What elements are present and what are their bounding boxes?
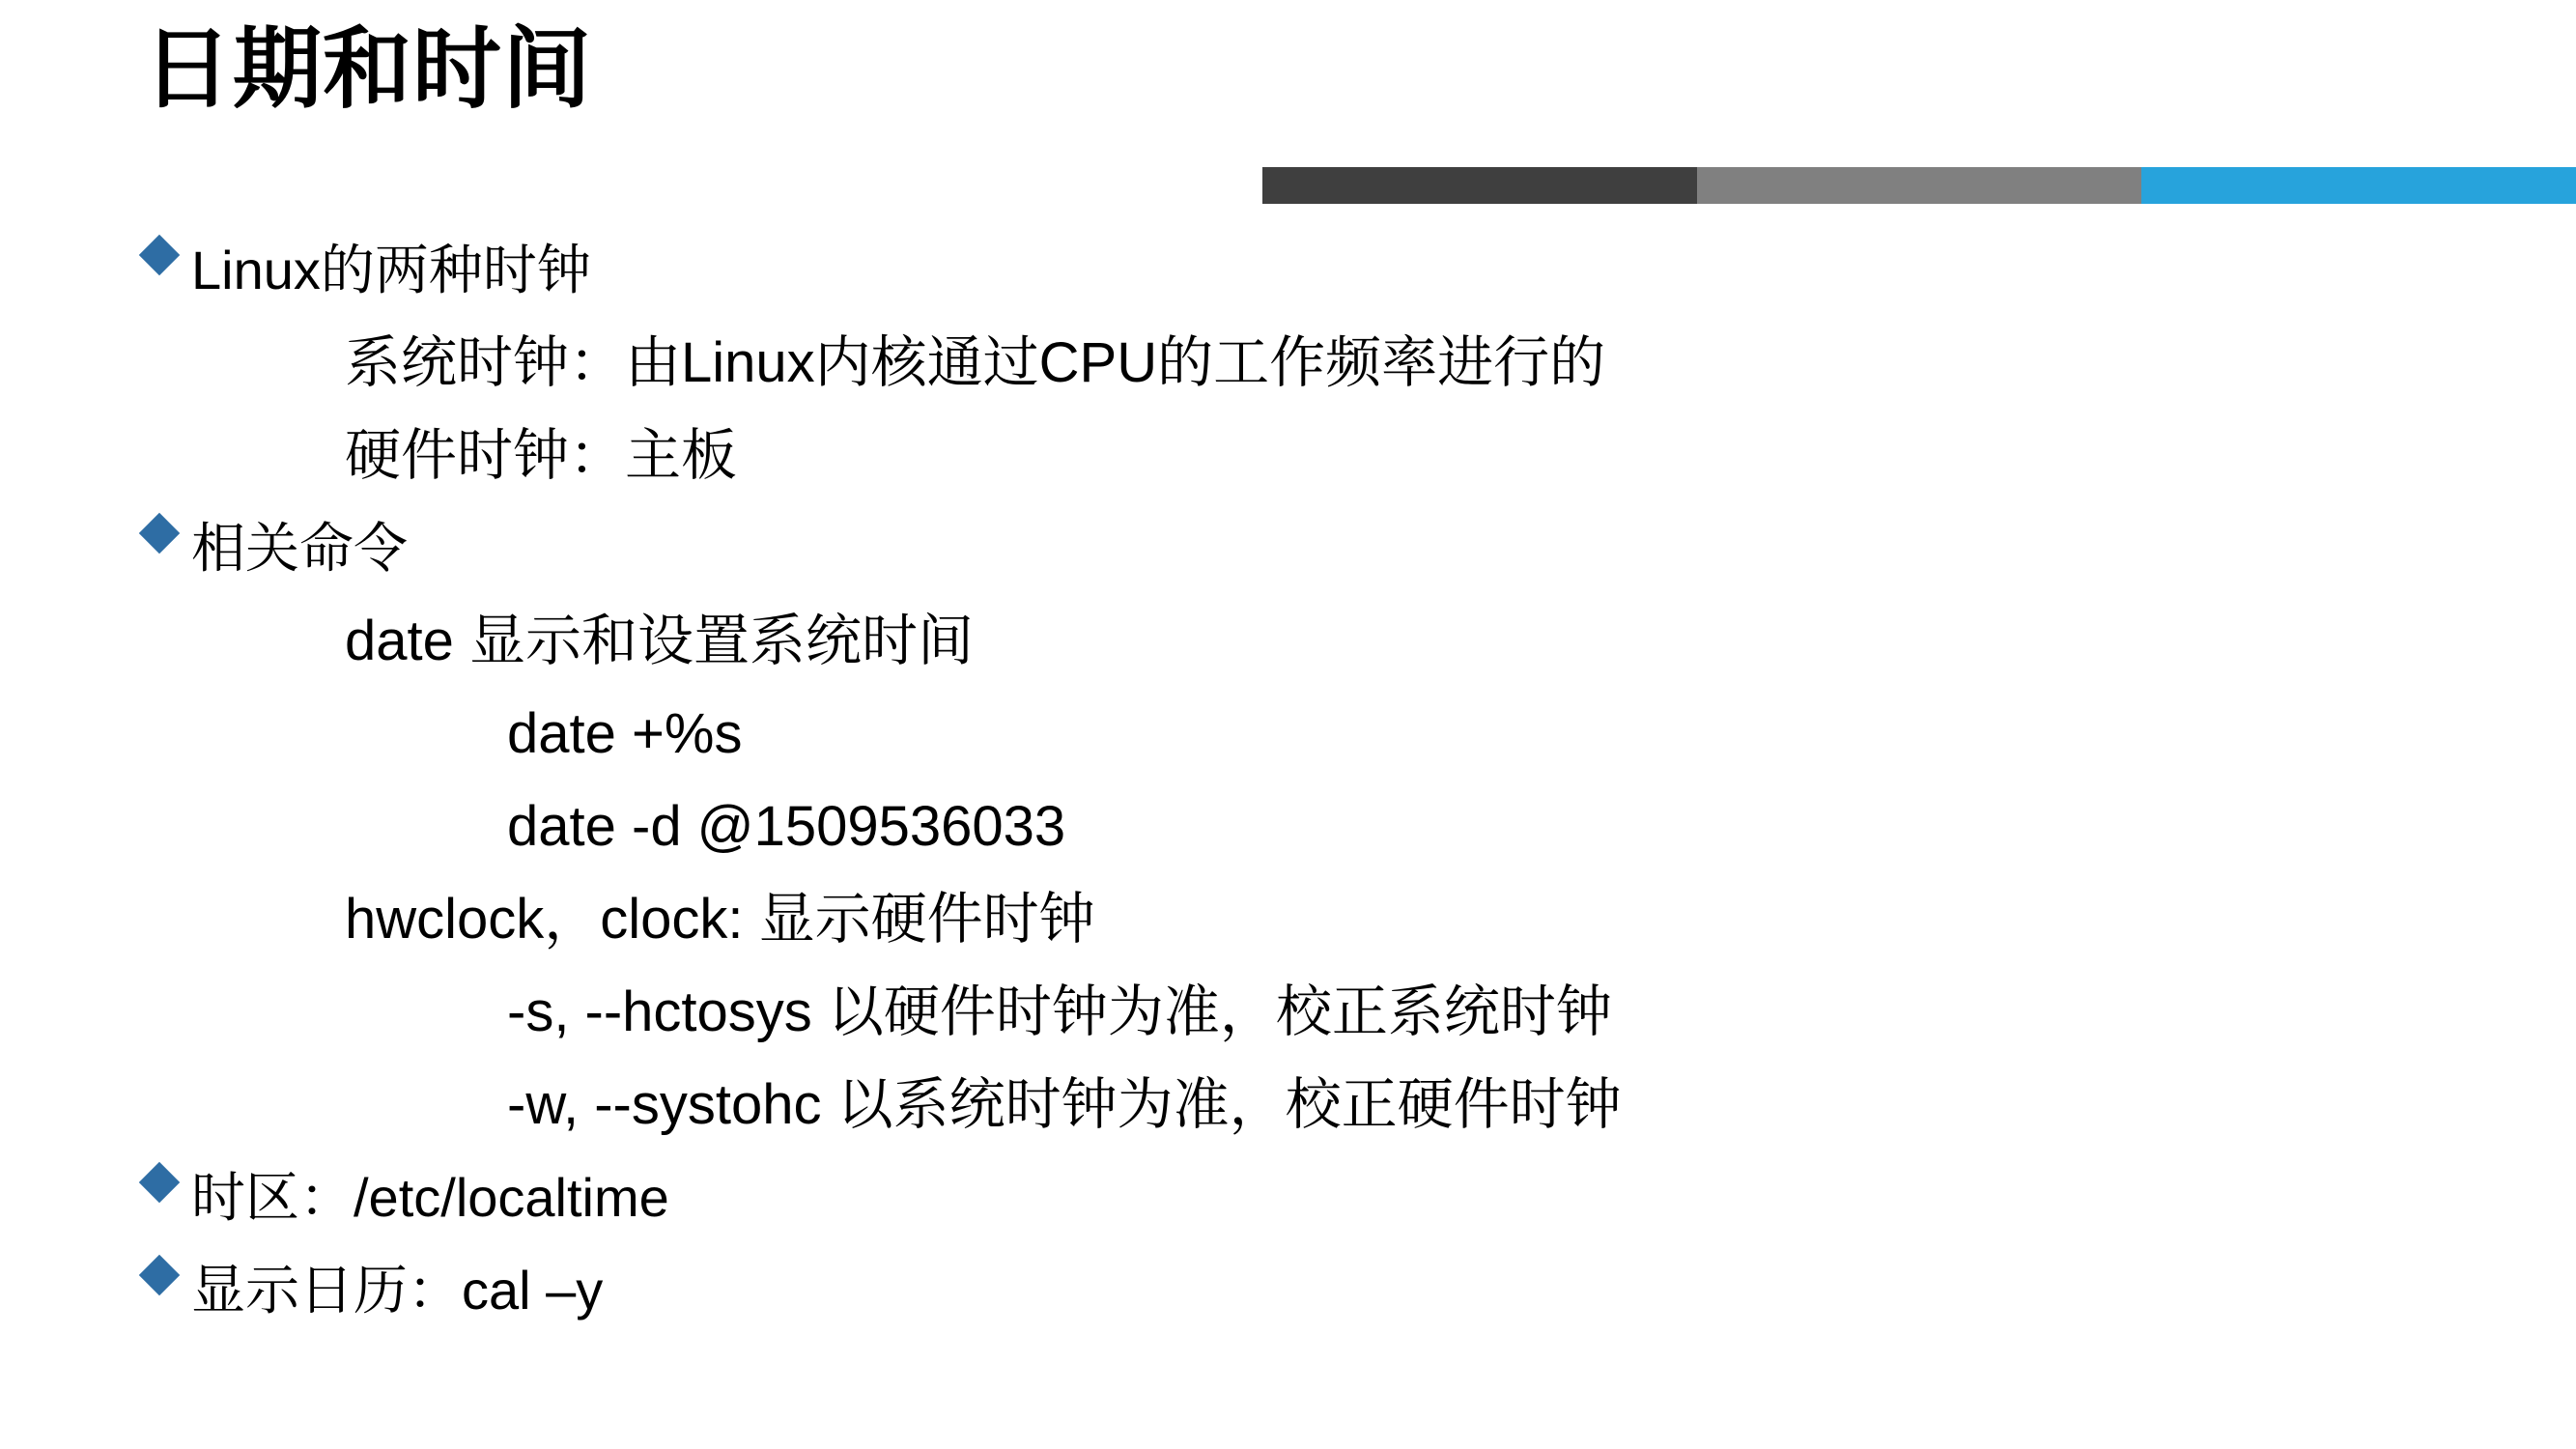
sub-sub-line xyxy=(507,966,2463,1059)
sub-sub-line xyxy=(507,781,2463,873)
sub-sub-line-text: -w, --systohc 以系统时钟为准，校正硬件时钟 xyxy=(507,1073,1622,1136)
diamond-bullet-icon xyxy=(139,235,180,275)
sub-line xyxy=(345,873,2463,966)
sub-line-text: hwclock，clock: 显示硬件时钟 xyxy=(345,888,1095,951)
decorative-bar xyxy=(1262,167,2576,204)
bullet-line-text: 相关命令 xyxy=(191,518,408,579)
content-body xyxy=(145,224,2463,1337)
page-title: 日期和时间 xyxy=(143,20,593,119)
bullet-line-text: 时区：/etc/localtime xyxy=(191,1167,669,1228)
decorative-bar-segment-1 xyxy=(1262,167,1697,204)
bullet-line xyxy=(145,1244,2463,1337)
bullet-line xyxy=(145,224,2463,317)
sub-line-text: date 显示和设置系统时间 xyxy=(345,610,974,672)
bullet-line-text: Linux的两种时钟 xyxy=(191,240,591,300)
sub-line xyxy=(345,317,2463,410)
decorative-bar-segment-3 xyxy=(2141,167,2576,204)
sub-line xyxy=(345,595,2463,688)
diamond-bullet-icon xyxy=(139,513,180,554)
sub-line-text: 硬件时钟：主板 xyxy=(345,424,738,487)
diamond-bullet-icon xyxy=(139,1255,180,1295)
sub-sub-line xyxy=(507,688,2463,781)
diamond-bullet-icon xyxy=(139,1162,180,1203)
sub-line-text: 系统时钟：由Linux内核通过CPU的工作频率进行的 xyxy=(345,331,1606,394)
bullet-line xyxy=(145,1151,2463,1244)
bullet-line-text: 显示日历：cal –y xyxy=(191,1260,604,1321)
sub-sub-line-text: date +%s xyxy=(507,702,743,765)
sub-line xyxy=(345,410,2463,502)
sub-sub-line-text: -s, --hctosys 以硬件时钟为准，校正系统时钟 xyxy=(507,980,1612,1043)
sub-sub-line xyxy=(507,1059,2463,1151)
decorative-bar-segment-2 xyxy=(1697,167,2141,204)
bullet-line xyxy=(145,502,2463,595)
sub-sub-line-text: date -d @1509536033 xyxy=(507,795,1066,858)
